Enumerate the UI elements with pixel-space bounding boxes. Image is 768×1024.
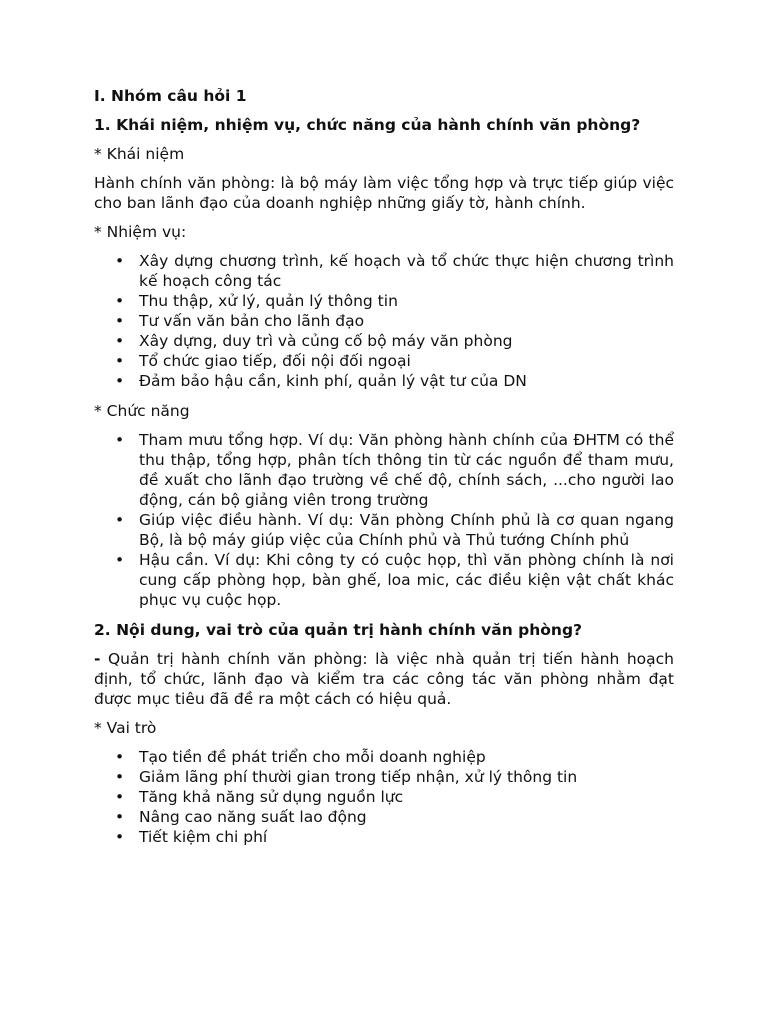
list-item: • Đảm bảo hậu cần, kinh phí, quản lý vật tư của DN	[115, 372, 527, 390]
list-item: • Tổ chức giao tiếp, đối nội đối ngoại	[115, 352, 411, 370]
list-item: • Giảm lãng phí thười gian trong tiếp nhận, xử lý thông tin	[115, 768, 578, 786]
group-heading: I. Nhóm câu hỏi 1	[94, 87, 247, 105]
functions-list	[94, 430, 674, 610]
bullet-icon: •	[115, 748, 125, 766]
question-2-title: 2. Nội dung, vai trò của quản trị hành chính văn phòng?	[94, 621, 583, 639]
functions-label: * Chức năng	[94, 402, 190, 420]
list-item: • Nâng cao năng suất lao động	[115, 808, 367, 826]
list-item: • Xây dựng, duy trì và củng cố bộ máy văn phòng	[115, 332, 513, 350]
roles-label: * Vai trò	[94, 719, 157, 737]
list-item: • Tư vấn văn bản cho lãnh đạo	[115, 312, 365, 330]
bullet-icon: •	[115, 312, 125, 330]
list-item: • Hậu cần. Ví dụ: Khi công ty có cuộc họp, thì văn phòng chính là nơi cung cấp phòng họp, bàn ghế, loa mic, các điều kiện vật chất khác phục vụ cuộc họp.	[115, 551, 674, 609]
bullet-icon: •	[115, 372, 125, 390]
bullet-icon: •	[115, 352, 125, 370]
concept-label: * Khái niệm	[94, 145, 185, 163]
bullet-icon: •	[115, 768, 125, 786]
duties-label: * Nhiệm vụ:	[94, 223, 187, 241]
bullet-icon: •	[115, 332, 125, 350]
question-1-title: 1. Khái niệm, nhiệm vụ, chức năng của hành chính văn phòng?	[94, 116, 641, 134]
bullet-icon: •	[115, 788, 125, 806]
bullet-icon: •	[115, 828, 125, 846]
duties-list	[94, 251, 674, 391]
list-item: • Tăng khả năng sử dụng nguồn lực	[115, 788, 404, 806]
bullet-icon: •	[115, 511, 125, 529]
list-item: • Tiết kiệm chi phí	[115, 828, 268, 846]
bullet-icon: •	[115, 551, 125, 569]
roles-list	[94, 747, 674, 847]
concept-text: Hành chính văn phòng: là bộ máy làm việc tổng hợp và trực tiếp giúp việc cho ban lãnh đạo của doanh nghiệp những giấy tờ, hành chính.	[94, 174, 674, 212]
bullet-icon: •	[115, 808, 125, 826]
bullet-icon: •	[115, 292, 125, 310]
list-item: • Tạo tiền đề phát triển cho mỗi doanh nghiệp	[115, 748, 486, 766]
definition-dash: -	[94, 650, 101, 668]
list-item: • Tham mưu tổng hợp. Ví dụ: Văn phòng hành chính của ĐHTM có thể thu thập, tổng hợp, phân tích thông tin từ các nguồn để tham mưu, đề xuất cho lãnh đạo trường về chế độ, chính sách, ...cho người lao động, cán bộ giảng viên trong trường	[115, 431, 674, 509]
list-item: • Xây dựng chương trình, kế hoạch và tổ chức thực hiện chương trình kế hoạch công tác	[115, 252, 674, 290]
list-item: • Giúp việc điều hành. Ví dụ: Văn phòng Chính phủ là cơ quan ngang Bộ, là bộ máy giúp việc của Chính phủ và Thủ tướng Chính phủ	[115, 511, 674, 549]
list-item: • Thu thập, xử lý, quản lý thông tin	[115, 292, 398, 310]
definition-text: - Quản trị hành chính văn phòng: là việc nhà quản trị tiến hành hoạch định, tổ chức, lãnh đạo và kiểm tra các công tác văn phòng nhằm đạt được mục tiêu đã đề ra một cách có hiệu quả.	[94, 650, 674, 708]
document-page	[94, 86, 674, 856]
bullet-icon: •	[115, 252, 125, 270]
bullet-icon: •	[115, 431, 125, 449]
